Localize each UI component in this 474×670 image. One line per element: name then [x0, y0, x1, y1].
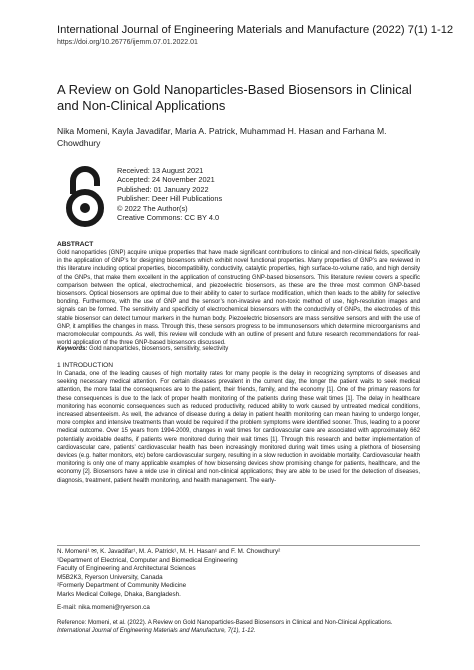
affiliation-line: ²Formerly Department of Community Medicine [57, 582, 187, 590]
reference-journal [57, 628, 427, 636]
affiliation-line: Faculty of Engineering and Architectural Sciences [57, 565, 196, 573]
keywords-list: Gold nanoparticles, biosensors, sensitivity, selectivity [87, 346, 229, 352]
reference-journal-name: International Journal of Engineering Materials and Manufacture, 7(1), 1-12. [57, 627, 256, 634]
affiliation-line: Marks Medical College, Dhaka, Bangladesh. [57, 590, 181, 598]
introduction-text: In Canada, one of the leading causes of high mortality rates for many people is the delay in recognizing symptoms of diseases and seeking necessary medical attention. For certain diseases prevalent in the current day, the longer the patient waits to seek medical attention, the more fatal the consequences are to the patient, their friends, family, and the economy [1]. One of the primary reasons for these consequences is due to the lack of proper health monitoring of the patients during these wait times [1]. The delay in healthcare monitoring has economic consequences such as reduced productivity, reduced ability to work caused by untreated medical conditions, increased absenteeism. As well, the advance of disease during a delay in patient health monitoring can mean having to undergo longer, more complex and intensive treatments than would be required if the problem symptoms were identified sooner. Thus, leading to a poorer medical outcome. Over 15 years from 1994-2009, changes in wait times for cardiovascular care are associated with approximately 662 potentially avoidable deaths, if patients were monitored during their wait times [1]. Through this research and better implementation of cardiovascular care, patients’ cardiovascular health has been increasingly monitored during wait times using a plethora of biosensing devices (e.g. halter monitors, etc) before cardiovascular surgery, resulting in a slow reduction in avoidable mortality. Cardiovascular health monitoring is only one of many applicable examples of how biosensing devices show promising change for patients, healthcare, and the economy [2]. Biosensors have a wide use in clinical and non-clinical applications; they are able to be used for the detection of diseases, diagnosis, treatment, patient health monitoring, and health management. The early- [57, 371, 420, 484]
affiliation-line: ¹Department of Electrical, Computer and Biomedical Engineering [57, 556, 238, 564]
received-date: Received: 13 August 2021 [117, 166, 204, 175]
published-date: Published: 01 January 2022 [117, 184, 209, 194]
affiliations [57, 548, 280, 600]
abstract-text: Gold nanoparticles (GNP) acquire unique properties that have made significant contributions to clinical and non-clinical fields, specifically in the application of GNP’s for designing biosensors which exhibit novel functional properties. Many properties of GNP’s are reviewed in this literature including optical properties, biocompatibility, conductivity, catalytic properties, high surface-to-volume ratio, and high density of the GNPs, that make them excellent in the application of constructing GNP-based biosensors. This literature review covers a specific comparison between the optical, electrochemical, and piezoelectric biosensors, as these are the three most common GNP-based biosensors. Optical biosensors are optimal due to their ability to cater to surface modification, which then leads to the ability for selective bonding. Furthermore, with the use of GNP and the sensor’s non-invasive and non-toxic method of use, high-resolution images and signals can be formed. The sensitivity and specificity of electrochemical biosensors with the conductivity of GNPs, the electrodes of this stable biosensor can detect tumour markers in the human body. Piezoelectric biosensors are mass sensitive sensors and with the use of GNP, it amplifies the changes in mass. Through this, these sensors progress to be immunosensors which determine microorganisms and macromolecular compounds. As well, this review will conclude with an outline of present and future research recommendations for real-world application of the three GNP-based biosensors discussed. [57, 250, 420, 347]
accepted-date: Accepted: 24 November 2021 [117, 175, 215, 185]
keywords-label: Keywords: [57, 346, 88, 352]
doi-link[interactable]: https://doi.org/10.26776/ijemm.07.01.2022.01 [57, 39, 198, 46]
reference-line: Reference: Momeni, et al. (2022). A Review on Gold Nanoparticles-Based Biosensors in Clinical and Non-Clinical Applications. [57, 620, 393, 626]
open-access-lock-icon [62, 164, 108, 228]
affiliation-line: M5B2K3, Ryerson University, Canada [57, 573, 163, 581]
publisher: Publisher: Deer Hill Publications [117, 194, 223, 204]
author-list: Nika Momeni, Kayla Javadifar, Maria A. Patrick, Muhammad H. Hasan and Farhana M. Chowdhury [57, 126, 387, 148]
license: Creative Commons: CC BY 4.0 [117, 213, 220, 223]
copyright: © 2022 The Author(s) [117, 203, 188, 213]
paper-title: A Review on Gold Nanoparticles-Based Biosensors in Clinical and Non-Clinical Applications [57, 82, 412, 113]
keywords [57, 346, 228, 352]
footnote-divider [57, 545, 420, 546]
introduction-heading: 1 INTRODUCTION [57, 362, 114, 369]
affiliation-line: N. Momeni¹ ✉, K. Javadifar¹, M. A. Patrick¹, M. H. Hasan¹ and F. M. Chowdhury² [57, 548, 281, 555]
citation-reference [57, 620, 427, 635]
abstract-heading: ABSTRACT [57, 241, 94, 248]
journal-header: International Journal of Engineering Materials and Manufacture (2022) 7(1) 1-12 [57, 24, 454, 36]
publication-info [117, 166, 222, 222]
contact-email[interactable]: E-mail: nika.momeni@ryerson.ca [57, 604, 150, 611]
